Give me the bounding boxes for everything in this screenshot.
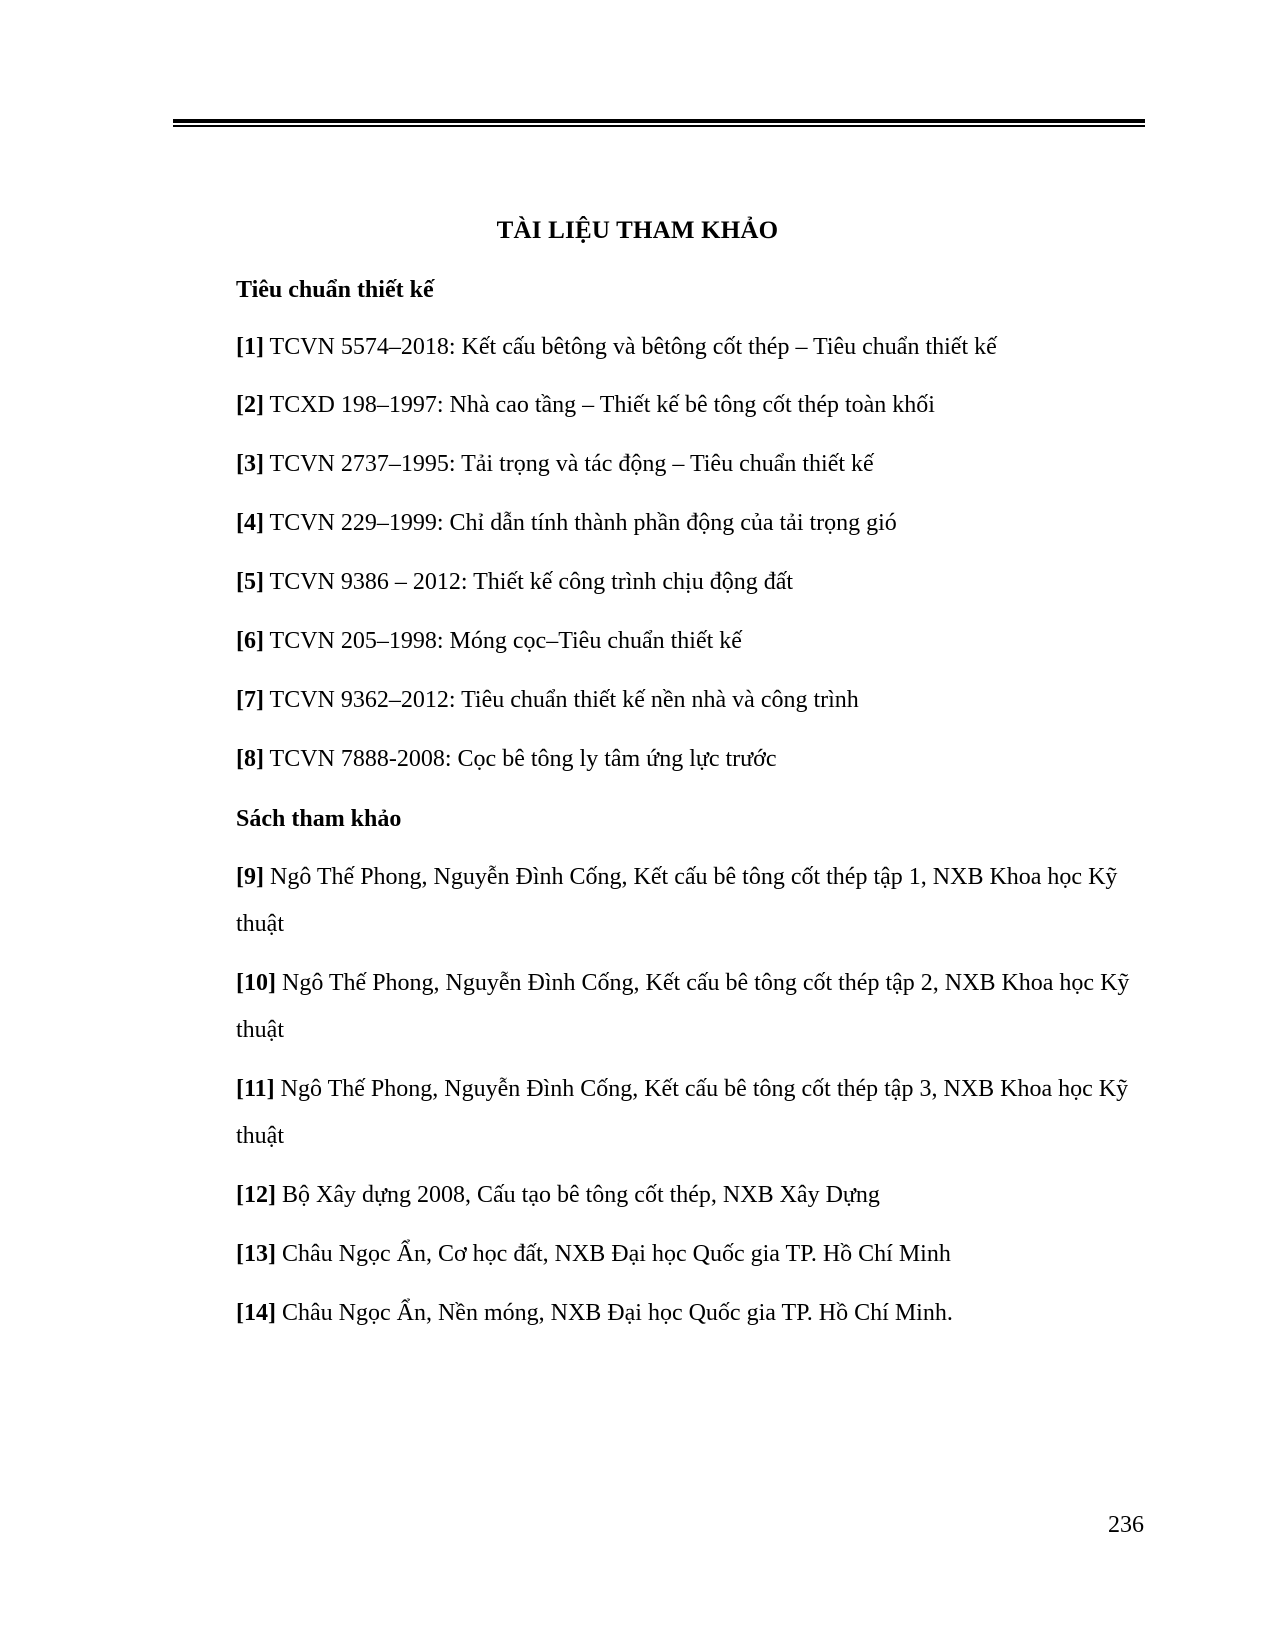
reference-item — [236, 324, 1156, 371]
reference-text: Ngô Thế Phong, Nguyễn Đình Cống, Kết cấu bê tông cốt thép tập 2, NXB Khoa học Kỹ thuật — [236, 970, 1130, 1043]
reference-item — [236, 854, 1156, 948]
reference-text: TCVN 5574–2018: Kết cấu bêtông và bêtông cốt thép – Tiêu chuẩn thiết kế — [263, 334, 997, 360]
reference-text: Ngô Thế Phong, Nguyễn Đình Cống, Kết cấu bê tông cốt thép tập 1, NXB Khoa học Kỹ thuật — [236, 864, 1118, 937]
reference-item — [236, 1066, 1156, 1160]
reference-number: [9] — [236, 864, 264, 890]
reference-number: [11] — [236, 1076, 275, 1102]
reference-text: Châu Ngọc Ẩn, Cơ học đất, NXB Đại học Quốc gia TP. Hồ Chí Minh — [275, 1241, 951, 1267]
reference-number: [12] — [236, 1182, 276, 1208]
reference-text: TCVN 229–1999: Chỉ dẫn tính thành phần động của tải trọng gió — [263, 510, 897, 536]
reference-item — [236, 677, 1156, 724]
reference-text: Bộ Xây dựng 2008, Cấu tạo bê tông cốt thép, NXB Xây Dựng — [275, 1182, 880, 1208]
header-rule-thin-line — [173, 125, 1145, 127]
page-number: 236 — [1108, 1512, 1144, 1538]
reference-number: [13] — [236, 1241, 276, 1267]
section-heading-design-standards: Tiêu chuẩn thiết kế — [236, 277, 434, 303]
header-double-rule — [173, 119, 1145, 129]
reference-number: [2] — [236, 392, 264, 418]
reference-text: Châu Ngọc Ẩn, Nền móng, NXB Đại học Quốc gia TP. Hồ Chí Minh. — [275, 1300, 953, 1326]
reference-item — [236, 618, 1156, 665]
reference-number: [8] — [236, 746, 264, 772]
reference-text: Ngô Thế Phong, Nguyễn Đình Cống, Kết cấu bê tông cốt thép tập 3, NXB Khoa học Kỹ thuật — [236, 1076, 1129, 1149]
reference-text: TCVN 9386 – 2012: Thiết kế công trình chịu động đất — [263, 569, 794, 595]
reference-item — [236, 1231, 1156, 1278]
reference-number: [5] — [236, 569, 264, 595]
reference-item — [236, 736, 1156, 783]
reference-number: [6] — [236, 628, 264, 654]
reference-number: [4] — [236, 510, 264, 536]
reference-number: [3] — [236, 451, 264, 477]
reference-item — [236, 382, 1156, 429]
reference-item — [236, 960, 1156, 1054]
reference-text: TCVN 205–1998: Móng cọc–Tiêu chuẩn thiết kế — [263, 628, 742, 654]
header-rule-thick-line — [173, 119, 1145, 123]
reference-item — [236, 1172, 1156, 1219]
reference-text: TCVN 2737–1995: Tải trọng và tác động – Tiêu chuẩn thiết kế — [263, 451, 874, 477]
reference-item — [236, 500, 1156, 547]
reference-item — [236, 441, 1156, 488]
section-heading-reference-books: Sách tham khảo — [236, 806, 402, 832]
reference-number: [1] — [236, 334, 264, 360]
reference-item — [236, 1290, 1156, 1337]
page-title: TÀI LIỆU THAM KHẢO — [496, 217, 779, 244]
reference-text: TCVN 7888-2008: Cọc bê tông ly tâm ứng lực trước — [263, 746, 777, 772]
reference-number: [7] — [236, 687, 264, 713]
reference-number: [10] — [236, 970, 276, 996]
reference-item — [236, 559, 1156, 606]
reference-number: [14] — [236, 1300, 276, 1326]
reference-text: TCXD 198–1997: Nhà cao tầng – Thiết kế bê tông cốt thép toàn khối — [263, 392, 935, 418]
reference-text: TCVN 9362–2012: Tiêu chuẩn thiết kế nền nhà và công trình — [263, 687, 859, 713]
